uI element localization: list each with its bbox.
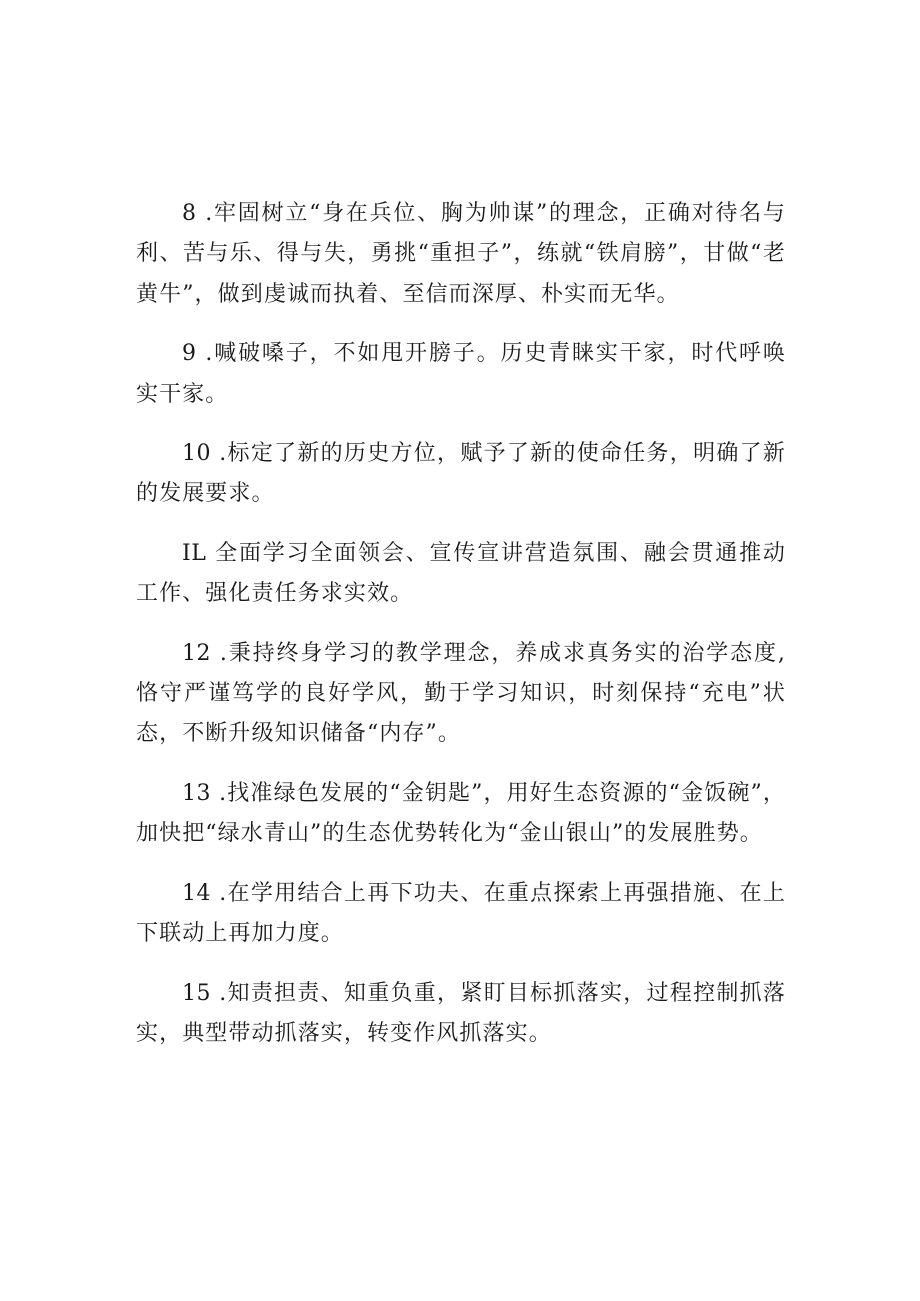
paragraph-12	[136, 634, 786, 755]
paragraph-text: .找准绿色发展的“金钥匙”，用好生态资源的“金饭碗”，加快把“绿水青山”的生态优势转化为“金山银山”的发展胜势。	[136, 780, 786, 847]
paragraph-number: 10	[182, 441, 211, 467]
paragraph-number: 9	[182, 341, 197, 367]
paragraph-text: .牢固树立“身在兵位、胸为帅谋”的理念，正确对待名与利、苦与乐、得与失，勇挑“重担子”，练就“铁肩膀”，甘做“老黄牛”，做到虔诚而执着、至信而深厚、朴实而无华。	[136, 201, 787, 307]
paragraph-text: .知责担责、知重负重，紧盯目标抓落实，过程控制抓落实，典型带动抓落实，转变作风抓落实。	[136, 980, 787, 1046]
paragraph-text: .秉持终身学习的教学理念，养成求真务实的治学态度,恪守严谨笃学的良好学风，勤于学习知识，时刻保持“充电”状态，不断升级知识储备“内存”。	[136, 640, 786, 747]
paragraph-9	[136, 334, 786, 415]
paragraph-10	[136, 434, 786, 515]
paragraph-number: 13	[182, 780, 211, 806]
paragraph-number: IL	[182, 540, 207, 566]
paragraph-number: 12	[182, 640, 211, 666]
paragraph-text: .标定了新的历史方位，赋予了新的使命任务，明确了新的发展要求。	[136, 441, 787, 507]
paragraph-15	[136, 974, 786, 1055]
paragraph-13	[136, 774, 786, 855]
paragraph-text: 全面学习全面领会、宣传宣讲营造氛围、融会贯通推动工作、强化责任务求实效。	[136, 540, 786, 607]
paragraph-number: 14	[182, 880, 211, 906]
paragraph-number: 15	[182, 980, 211, 1006]
document-body	[136, 194, 786, 1073]
paragraph-number: 8	[182, 201, 197, 226]
paragraph-text: .在学用结合上再下功夫、在重点探索上再强措施、在上下联动上再加力度。	[136, 880, 787, 947]
paragraph-14	[136, 874, 786, 955]
paragraph-11	[136, 534, 786, 615]
paragraph-8	[136, 194, 786, 315]
paragraph-text: .喊破嗓子，不如甩开膀子。历史青睐实干家，时代呼唤实干家。	[136, 341, 787, 407]
